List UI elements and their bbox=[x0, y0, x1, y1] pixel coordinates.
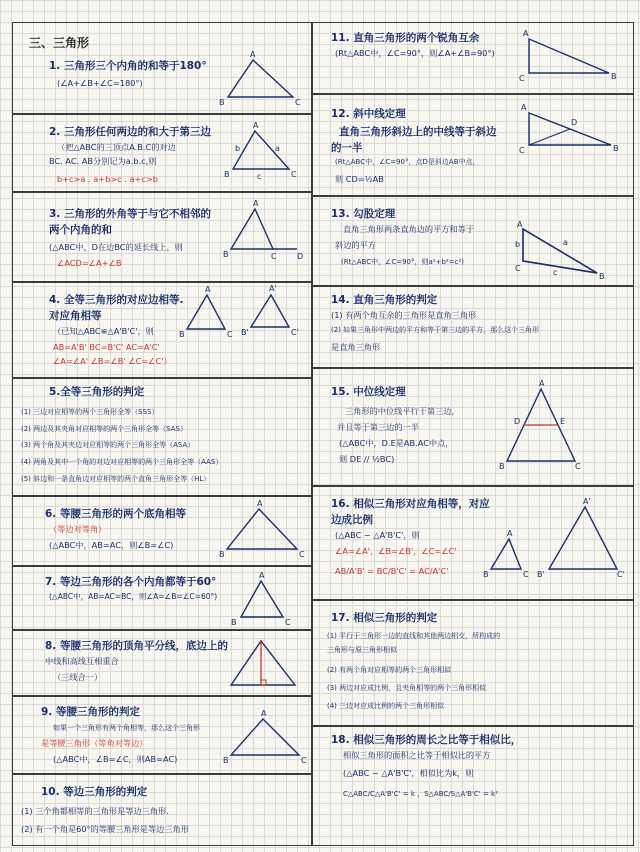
b5-item-1: (1) 三边对应相等的两个三角形全等（SSS） bbox=[21, 408, 159, 416]
svg-text:A: A bbox=[257, 499, 263, 508]
b8-l2: 中线和高线互相重合 bbox=[45, 656, 119, 666]
r15-l3: 并且等于第三边的一半 bbox=[337, 422, 419, 432]
svg-text:B: B bbox=[611, 72, 617, 81]
r12-l5: 则 CD=½AB bbox=[335, 174, 384, 184]
b4-l5: ∠A=∠A' ∠B=∠B' ∠C=∠C'） bbox=[53, 356, 172, 366]
b1-formula: (∠A+∠B+∠C=180°) bbox=[57, 78, 143, 88]
b4-l4: AB=A'B' BC=B'C' AC=A'C' bbox=[53, 342, 160, 352]
svg-text:a: a bbox=[275, 144, 280, 153]
svg-text:B: B bbox=[483, 570, 489, 579]
box-3 bbox=[12, 192, 312, 282]
svg-text:a: a bbox=[563, 238, 568, 247]
b5-item-3: (3) 两个角及其夹边对应相等的两个三角形全等（ASA） bbox=[21, 441, 195, 449]
b5-item-2: (2) 两边及其夹角对应相等的两个三角形全等（SAS） bbox=[21, 425, 187, 433]
b5-item-5: (5) 斜边和一条直角边对应相等的两个直角三角形全等（HL） bbox=[21, 475, 211, 483]
svg-text:C: C bbox=[295, 98, 301, 107]
svg-text:b: b bbox=[235, 144, 241, 153]
svg-text:A: A bbox=[539, 379, 545, 388]
r13-l2: 直角三角形两条直角边的平方和等于 bbox=[343, 224, 475, 234]
b6-l3: (△ABC中，AB=AC，则∠B=∠C) bbox=[49, 540, 174, 550]
r18-l3: (△ABC ∽ △A'B'C'，相似比为k，则 bbox=[343, 768, 474, 778]
svg-text:A: A bbox=[253, 121, 259, 130]
svg-text:b: b bbox=[515, 240, 521, 249]
svg-text:C: C bbox=[515, 264, 521, 273]
svg-text:A: A bbox=[521, 103, 527, 112]
box-10 bbox=[12, 774, 312, 846]
b3-triangle bbox=[223, 199, 305, 265]
box-18 bbox=[312, 726, 634, 846]
b2-l1: 2. 三角形任何两边的和大于第三边 bbox=[49, 126, 211, 138]
b8-l3: （三线合一） bbox=[53, 672, 103, 682]
svg-text:A: A bbox=[517, 220, 523, 229]
svg-text:C: C bbox=[291, 170, 297, 179]
svg-text:D: D bbox=[571, 118, 578, 127]
r15-l5: 则 DE // ½BC) bbox=[339, 454, 395, 464]
svg-text:E: E bbox=[560, 417, 566, 426]
r17-item-5: (4) 三边对应成比例的两个三角形相似 bbox=[327, 702, 445, 710]
svg-text:c: c bbox=[257, 172, 262, 181]
b3-l4: ∠ACD=∠A+∠B bbox=[57, 258, 122, 268]
r17-item-2: 三角形与原三角形相似 bbox=[327, 646, 397, 654]
b9-triangle bbox=[223, 709, 307, 765]
section-title: 三、三角形 bbox=[29, 36, 90, 50]
r11-l1: 11. 直角三角形的两个锐角互余 bbox=[331, 32, 480, 44]
r12-l2: 直角三角形斜边上的中线等于斜边 bbox=[339, 126, 497, 138]
svg-text:B: B bbox=[219, 550, 225, 559]
b4-triangle-2 bbox=[241, 284, 307, 337]
box-13 bbox=[312, 196, 634, 286]
box-2 bbox=[12, 114, 312, 192]
box-16 bbox=[312, 486, 634, 600]
svg-text:C': C' bbox=[291, 328, 299, 337]
svg-text:A: A bbox=[250, 50, 256, 59]
b2-l4: b+c>a . a+b>c . a+c>b bbox=[57, 174, 158, 184]
b2-triangle bbox=[224, 121, 297, 181]
b5-item-4: (4) 两角及其中一个角的对边对应相等的两个三角形全等（AAS） bbox=[21, 458, 223, 466]
svg-text:B: B bbox=[224, 170, 230, 179]
b7-triangle bbox=[231, 571, 297, 627]
r12-l1: 12. 斜中线定理 bbox=[331, 108, 406, 120]
b6-triangle bbox=[219, 499, 307, 559]
svg-text:A': A' bbox=[269, 284, 277, 293]
b8-triangle bbox=[227, 637, 301, 691]
r13-l1: 13. 勾股定理 bbox=[331, 208, 396, 220]
b6-l1: 6. 等腰三角形的两个底角相等 bbox=[45, 508, 186, 520]
r15-l1: 15. 中位线定理 bbox=[331, 386, 406, 398]
box-17 bbox=[312, 600, 634, 726]
r13-l3: 斜边的平方 bbox=[335, 240, 376, 250]
r13-triangle bbox=[513, 217, 623, 281]
b9-l1: 9. 等腰三角形的判定 bbox=[41, 706, 140, 718]
r17-title: 17. 相似三角形的判定 bbox=[331, 612, 438, 624]
svg-text:C: C bbox=[519, 74, 525, 83]
b9-l2: 如果一个三角形有两个角相等，那么这个三角形 bbox=[53, 724, 200, 732]
svg-text:B': B' bbox=[537, 570, 545, 579]
svg-text:C: C bbox=[271, 252, 277, 261]
b9-l3: 是等腰三角形（等角对等边） bbox=[41, 738, 148, 748]
box-8 bbox=[12, 630, 312, 696]
b2-l2: （把△ABC的三顶点A.B.C的对边 bbox=[57, 142, 176, 152]
svg-text:A: A bbox=[259, 571, 265, 580]
svg-text:A: A bbox=[523, 29, 529, 38]
box-11 bbox=[312, 22, 634, 94]
r18-l2: 相似三角形的面积之比等于相似比的平方 bbox=[343, 750, 491, 760]
left-column bbox=[12, 0, 312, 852]
box-7 bbox=[12, 566, 312, 630]
b1-triangle bbox=[219, 50, 303, 107]
svg-text:B: B bbox=[223, 756, 229, 765]
svg-text:A: A bbox=[507, 529, 513, 538]
svg-text:C: C bbox=[519, 146, 525, 155]
r14-l1: 14. 直角三角形的判定 bbox=[331, 294, 438, 306]
b2-l3: BC. AC. AB分别记为a.b.c,则 bbox=[49, 156, 157, 166]
svg-text:B: B bbox=[179, 330, 185, 339]
svg-text:B: B bbox=[223, 250, 229, 259]
r11-l2: (Rt△ABC中，∠C=90°，则∠A+∠B=90°) bbox=[335, 48, 495, 58]
r18-l1: 18. 相似三角形的周长之比等于相似比， bbox=[331, 734, 522, 746]
r16-l2: 边成比例 bbox=[331, 514, 373, 526]
svg-text:D: D bbox=[297, 252, 304, 261]
svg-text:C: C bbox=[575, 462, 581, 471]
box-4 bbox=[12, 282, 312, 378]
r16-triangle-1 bbox=[483, 529, 535, 579]
box-6 bbox=[12, 496, 312, 566]
box-12 bbox=[312, 94, 634, 196]
r15-l4: (△ABC中，D.E是AB.AC中点， bbox=[339, 438, 454, 448]
svg-text:A: A bbox=[253, 199, 259, 208]
b4-triangle-1 bbox=[179, 285, 243, 339]
right-column bbox=[312, 0, 634, 852]
box-15 bbox=[312, 368, 634, 486]
r17-item-4: (3) 两边对应成比例，且夹角相等的两个三角形相似 bbox=[327, 684, 487, 692]
svg-text:B: B bbox=[231, 618, 237, 627]
r16-triangle-2 bbox=[537, 497, 627, 583]
b7-l2: (△ABC中，AB=AC=BC，则∠A=∠B=∠C=60°) bbox=[49, 592, 218, 601]
b3-l2: 两个内角的和 bbox=[49, 224, 112, 236]
r12-l4: (Rt△ABC中，∠C=90°，点D是斜边AB中点， bbox=[335, 158, 480, 166]
svg-text:C: C bbox=[299, 550, 305, 559]
r16-l5: AB/A'B' = BC/B'C' = AC/A'C' bbox=[335, 566, 449, 576]
svg-text:C': C' bbox=[617, 570, 625, 579]
b6-l2: （等边对等角） bbox=[49, 524, 107, 534]
b1-title: 1. 三角形三个内角的和等于180° bbox=[49, 60, 207, 72]
r14-l2: (1) 有两个角互余的三角形是直角三角形 bbox=[331, 310, 477, 320]
b4-l1: 4. 全等三角形的对应边相等. bbox=[49, 294, 184, 306]
b8-l1: 8. 等腰三角形的顶角平分线，底边上的 bbox=[45, 640, 228, 652]
svg-text:B': B' bbox=[241, 328, 249, 337]
r15-triangle bbox=[499, 379, 581, 473]
r16-l3: (△ABC ∽ △A'B'C'，则 bbox=[335, 530, 420, 540]
r16-l1: 16. 相似三角形对应角相等，对应 bbox=[331, 498, 490, 510]
svg-text:C: C bbox=[523, 570, 529, 579]
r15-l2: 三角形的中位线平行于第三边， bbox=[345, 406, 460, 416]
r14-l3: (2) 如果三角形中两边的平方和等于第三边的平方，那么这个三角形 bbox=[331, 326, 540, 334]
r13-l4: (Rt△ABC中，∠C=90°，则a²+b²=c²) bbox=[341, 258, 464, 266]
svg-text:A': A' bbox=[583, 497, 591, 506]
r17-item-3: (2) 有两个角对应相等的两个三角形相似 bbox=[327, 666, 452, 674]
r18-l4: C△ABC/C△A'B'C' = k ，S△ABC/S△A'B'C' = k² bbox=[343, 790, 498, 798]
svg-text:A: A bbox=[205, 285, 211, 294]
b10-l1: 10. 等边三角形的判定 bbox=[41, 786, 148, 798]
b3-l1: 3. 三角形的外角等于与它不相邻的 bbox=[49, 208, 211, 220]
r12-l3: 的一半 bbox=[331, 142, 363, 154]
svg-text:A: A bbox=[261, 709, 267, 718]
b4-l2: 对应角相等 bbox=[49, 310, 102, 322]
r16-l4: ∠A=∠A'，∠B=∠B'，∠C=∠C' bbox=[335, 546, 457, 556]
svg-text:B: B bbox=[219, 98, 225, 107]
box-14 bbox=[312, 286, 634, 368]
svg-text:B: B bbox=[499, 462, 505, 471]
svg-text:c: c bbox=[553, 268, 558, 277]
b5-title: 5.全等三角形的判定 bbox=[49, 386, 145, 398]
b10-l2: (1) 三个角都相等的三角形是等边三角形. bbox=[21, 806, 169, 816]
box-9 bbox=[12, 696, 312, 774]
svg-text:C: C bbox=[285, 618, 291, 627]
box-5 bbox=[12, 378, 312, 496]
r17-item-1: (1) 平行于三角形一边的直线和其他两边相交，所构成的 bbox=[327, 632, 501, 640]
r12-triangle bbox=[519, 103, 629, 157]
svg-text:C: C bbox=[227, 330, 233, 339]
b10-l3: (2) 有一个角是60°的等腰三角形是等边三角形 bbox=[21, 824, 189, 834]
svg-text:B: B bbox=[599, 272, 605, 281]
r14-l4: 是直角三角形 bbox=[331, 342, 381, 352]
r11-triangle bbox=[519, 29, 623, 83]
svg-text:B: B bbox=[613, 144, 619, 153]
b4-l3: （已知△ABC≌△A'B'C'，则 bbox=[53, 326, 154, 336]
svg-text:D: D bbox=[514, 417, 521, 426]
b7-l1: 7. 等边三角形的各个内角都等于60° bbox=[45, 576, 217, 588]
b3-l3: (△ABC中，D在边BC的延长线上，则 bbox=[49, 242, 183, 252]
b9-l4: (△ABC中，∠B=∠C，则AB=AC) bbox=[53, 754, 178, 764]
svg-text:C: C bbox=[301, 756, 307, 765]
box-1 bbox=[12, 22, 312, 114]
